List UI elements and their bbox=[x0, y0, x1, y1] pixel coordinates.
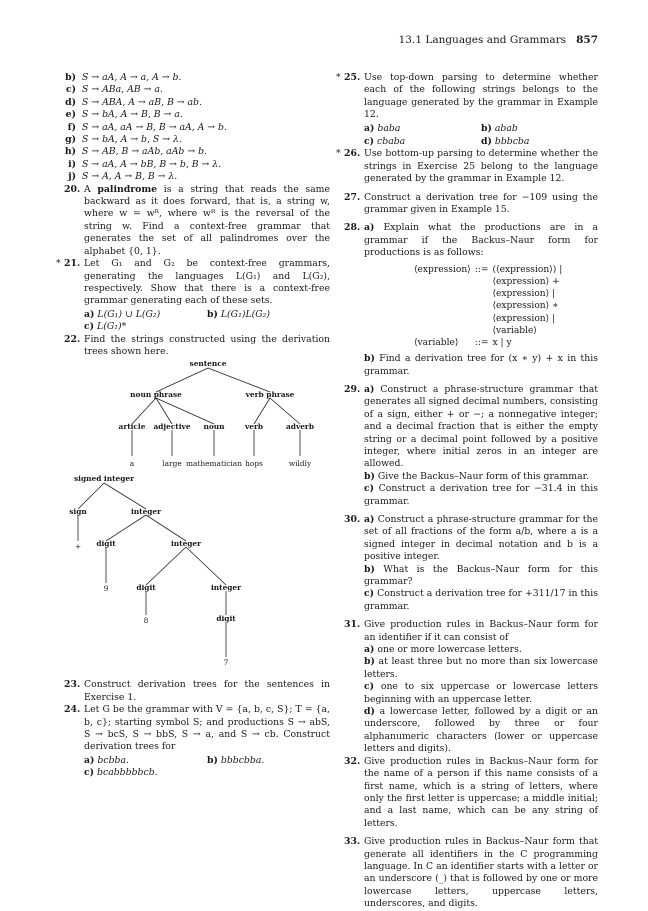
part-c: one to six uppercase or lowercase letters beginning with an uppercase letter. bbox=[364, 681, 598, 705]
part-b: Give the Backus–Naur form of this grammar. bbox=[377, 470, 590, 482]
exercise-number: 28. bbox=[344, 222, 361, 234]
node-digit: digit bbox=[136, 583, 156, 593]
exercise-30: 30. a) Construct a phrase-structure grammar for the set of all fractions of the form a/b, where a is a signed integer in decimal notation and b is a positive integer. b) What is the Backus–Naur form for this grammar? c) Construct a derivation tree for +311/17 in this grammar. bbox=[344, 513, 598, 612]
node-integer: integer bbox=[210, 583, 242, 593]
exercise-number: 32. bbox=[344, 755, 361, 767]
exercise-19-part: d) S → ABA, A → aB, B → ab. bbox=[65, 96, 202, 108]
exercise-number: 30. bbox=[344, 513, 361, 525]
leaf-8: 8 bbox=[143, 616, 149, 626]
exercise-text: Give production rules in Backus–Naur form for the name of a person if this name consists of a first name, which is a string of letters, where only the first letter is uppercase; a middle initial; and a last name, which can be any string of letters. bbox=[364, 755, 598, 829]
exercise-31: 31. Give production rules in Backus–Naur form for an identifier if it can consist of a) one or more lowercase letters. b) at least three but no more than six lowercase letters. c) one to six uppercase or lowercase letters beginning with an uppercase letter. d) a lowercase letter, followed by a digit or an underscore, followed by three or four alphanumeric characters (lower or uppercase letters and digits). bbox=[344, 619, 598, 755]
node-noun-phrase: noun phrase bbox=[130, 390, 182, 400]
exercise-19-continued bbox=[64, 72, 330, 184]
exercise-28: 28. a) Explain what the productions are in a grammar if the Backus–Naur form for productions is as follows: ⟨expression⟩ ::= (⟨expression⟩) | ⟨expression⟩ + ⟨expression⟩ | ⟨expression⟩ ∗ ⟨expression⟩ | ⟨variable⟩ ⟨variable⟩ ::= x | y b) Find a derivation tree for (x ∗ y) + x in this grammar. bbox=[344, 222, 598, 377]
node-digit: digit bbox=[96, 539, 116, 549]
exercise-number: 24. bbox=[64, 704, 81, 716]
part-b: Find a derivation tree for (x ∗ y) + x in this grammar. bbox=[364, 353, 598, 377]
exercise-number: 31. bbox=[344, 619, 361, 631]
exercise-19-part: g) S → bA, A → b, S → λ. bbox=[65, 134, 182, 146]
exercise-19-part: e) S → bA, A → B, B → a. bbox=[65, 109, 183, 121]
exercise-29: 29. a) Construct a phrase-structure grammar that generates all signed decimal numbers, consisting of a sign, either + or −; a nonnegative integer; and a decimal fraction that is either the empty string or a decimal point followed by a positive integer, where initial zeros in an integer are allowed. b) Give the Backus–Naur form of this grammar. c) Construct a derivation tree for −31.4 in this grammar. bbox=[344, 383, 598, 507]
bnf-grammar: ⟨expression⟩ ::= (⟨expression⟩) | ⟨expression⟩ + ⟨expression⟩ | ⟨expression⟩ ∗ ⟨expression⟩ | ⟨variable⟩ ⟨variable⟩ ::= x | y bbox=[414, 264, 563, 348]
exercise-text: Use bottom-up parsing to determine whether the strings in Exercise 25 belong to the language generated by the grammar in Example 12. bbox=[364, 148, 598, 185]
exercise-24: 24. Let G be the grammar with V = {a, b, c, S}; T = {a, b, c}; starting symbol S; and productions S → abS, S → bcS, S → bbS, S → a, and S → cb. Construct derivation trees for a) bcbba. b) bbbcbba. c) bcabbbbbcb. bbox=[64, 704, 330, 779]
leaf-wildly: wildly bbox=[288, 459, 312, 469]
part-b: L(G₁)L(G₂) bbox=[220, 308, 271, 320]
right-column bbox=[336, 72, 598, 911]
exercise-text: Construct a derivation tree for −109 using the grammar given in Example 15. bbox=[364, 191, 598, 216]
part-a: Construct a phrase-structure grammar that generates all signed decimal numbers, consisting of a sign, either + or −; a nonnegative integer; and a decimal fraction that is either the empty string or a decimal point followed by a positive integer, where initial zeros in an integer are allowed. bbox=[364, 383, 598, 470]
derivation-tree-sentence bbox=[64, 358, 330, 483]
leaf-mathematician: mathematician bbox=[186, 459, 242, 469]
exercise-number: 27. bbox=[344, 191, 361, 203]
exercise-number: 26. bbox=[344, 148, 361, 160]
exercise-25: * 25. Use top-down parsing to determine whether each of the following strings belongs to the language generated by the grammar in Example 12. a) baba b) abab c) cbaba d) bbbcba bbox=[336, 72, 598, 148]
exercise-19-part: h) S → AB, B → aAb, aAb → b. bbox=[64, 146, 207, 158]
exercise-22 bbox=[64, 334, 330, 359]
node-verb: verb bbox=[244, 422, 264, 432]
node-digit: digit bbox=[216, 614, 236, 624]
page-number: 857 bbox=[576, 34, 598, 46]
node-sentence: sentence bbox=[189, 359, 227, 369]
leaf-9: 9 bbox=[103, 584, 109, 594]
leaf-hops: hops bbox=[245, 459, 263, 469]
node-sign: sign bbox=[69, 507, 87, 517]
exercise-text: Construct derivation trees for the sentences in Exercise 1. bbox=[84, 679, 330, 703]
leaf-a: a bbox=[129, 459, 135, 469]
exercise-26: * 26. Use bottom-up parsing to determine whether the strings in Exercise 25 belong to the language generated by the grammar in Example 12. bbox=[336, 148, 598, 185]
node-noun: noun bbox=[203, 422, 225, 432]
node-adjective: adjective bbox=[153, 422, 191, 432]
exercise-text: Give production rules in Backus–Naur form that generate all identifiers in the C programming language. In C an identifier starts with a letter or an underscore (_) that is followed by one or more lowercase letters, uppercase letters, underscores, and digits. bbox=[364, 836, 598, 910]
exercise-number: 23. bbox=[64, 679, 81, 691]
exercise-number: 20. bbox=[64, 183, 81, 195]
part-d: a lowercase letter, followed by a digit or an underscore, followed by three or four alphanumeric characters (lower or uppercase letters and digits). bbox=[364, 706, 598, 755]
exercise-text: Give production rules in Backus–Naur form for an identifier if it can consist of bbox=[364, 619, 598, 643]
exercise-number: 33. bbox=[344, 836, 361, 848]
part-a: one or more lowercase letters. bbox=[377, 644, 522, 656]
exercise-19-part: i) S → aA, A → bB, B → b, B → λ. bbox=[68, 158, 222, 170]
exercise-number: 25. bbox=[344, 72, 361, 83]
part-a: Construct a phrase-structure grammar for the set of all fractions of the form a/b, where a is a signed integer in decimal notation and b is a positive integer. bbox=[364, 513, 598, 563]
part-b: What is the Backus–Naur form for this grammar? bbox=[364, 563, 598, 588]
exercise-text: Let G be the grammar with V = {a, b, c, S}; T = {a, b, c}; starting symbol S; and productions S → abS, S → bcS, S → bbS, S → a, and S → cb. Construct derivation trees for bbox=[84, 704, 330, 753]
leaf-large: large bbox=[162, 459, 182, 469]
derivation-tree-signed-integer bbox=[64, 473, 330, 679]
exercise-20 bbox=[64, 184, 330, 258]
left-column bbox=[56, 72, 330, 780]
exercise-19-part: f) S → aA, aA → B, B → aA, A → b. bbox=[67, 121, 227, 133]
exercise-32 bbox=[344, 756, 598, 830]
part-a: Explain what the productions are in a grammar if the Backus–Naur form for productions is as follows: bbox=[364, 222, 598, 259]
part-a: bcbba. bbox=[97, 754, 129, 766]
exercise-19-part: b) S → aA, A → a, A → b. bbox=[65, 72, 182, 83]
node-integer: integer bbox=[130, 507, 162, 517]
part-a: baba bbox=[377, 122, 401, 134]
node-integer: integer bbox=[170, 539, 202, 549]
part-a: L(G₁) ∪ L(G₂) bbox=[97, 308, 161, 320]
exercise-text: Find the strings constructed using the derivation trees shown here. bbox=[84, 333, 330, 357]
part-c: bcabbbbbcb. bbox=[97, 767, 158, 779]
node-article: article bbox=[118, 422, 146, 432]
part-c: Construct a derivation tree for +311/17 in this grammar. bbox=[364, 588, 598, 612]
part-c: Construct a derivation tree for −31.4 in this grammar. bbox=[364, 483, 598, 507]
leaf-plus: + bbox=[74, 542, 82, 552]
exercise-19-part: j) S → A, A → B, B → λ. bbox=[68, 171, 178, 183]
leaf-7: 7 bbox=[223, 658, 229, 668]
part-d: bbbcba bbox=[494, 136, 530, 148]
running-header bbox=[0, 34, 598, 46]
exercise-23 bbox=[64, 679, 330, 704]
exercise-text: Use top-down parsing to determine whether each of the following strings belongs to the language generated by the grammar in Example 12. bbox=[364, 72, 598, 121]
node-verb-phrase: verb phrase bbox=[245, 390, 295, 400]
node-adverb: adverb bbox=[285, 422, 315, 432]
part-b: bbbcbba. bbox=[220, 754, 265, 766]
exercise-27 bbox=[344, 192, 598, 217]
exercise-19-part: c) S → ABa, AB → a. bbox=[65, 84, 163, 96]
exercise-number: 22. bbox=[64, 333, 81, 345]
section-title: 13.1 Languages and Grammars bbox=[398, 34, 567, 46]
exercise-number: 29. bbox=[344, 383, 361, 395]
part-c: cbaba bbox=[377, 136, 406, 148]
exercise-text: Let G₁ and G₂ be context-free grammars, generating the languages L(G₁) and L(G₂), respectively. Show that there is a context-free grammar generating each of these sets. bbox=[84, 258, 330, 307]
exercise-33 bbox=[344, 836, 598, 910]
exercise-number: 21. bbox=[64, 258, 81, 270]
part-c: L(G₁)* bbox=[97, 321, 127, 333]
exercise-text: A palindrome is a string that reads the same backward as it does forward, that is, a string w, where w = wᴿ, where wᴿ is the reversal of the string w. Find a context-free grammar that generates the set of all palindromes over the alphabet {0, 1}. bbox=[84, 183, 330, 257]
node-signed-integer: signed integer bbox=[73, 474, 135, 484]
exercise-21: * 21. Let G₁ and G₂ be context-free grammars, generating the languages L(G₁) and L(G₂), respectively. Show that there is a context-free grammar generating each of these sets. a) L(G₁) ∪ L(G₂) b) L(G₁)L(G₂) c) L(G₁)* bbox=[56, 258, 330, 333]
part-b: abab bbox=[494, 122, 518, 134]
part-b: at least three but no more than six lowercase letters. bbox=[364, 656, 598, 680]
